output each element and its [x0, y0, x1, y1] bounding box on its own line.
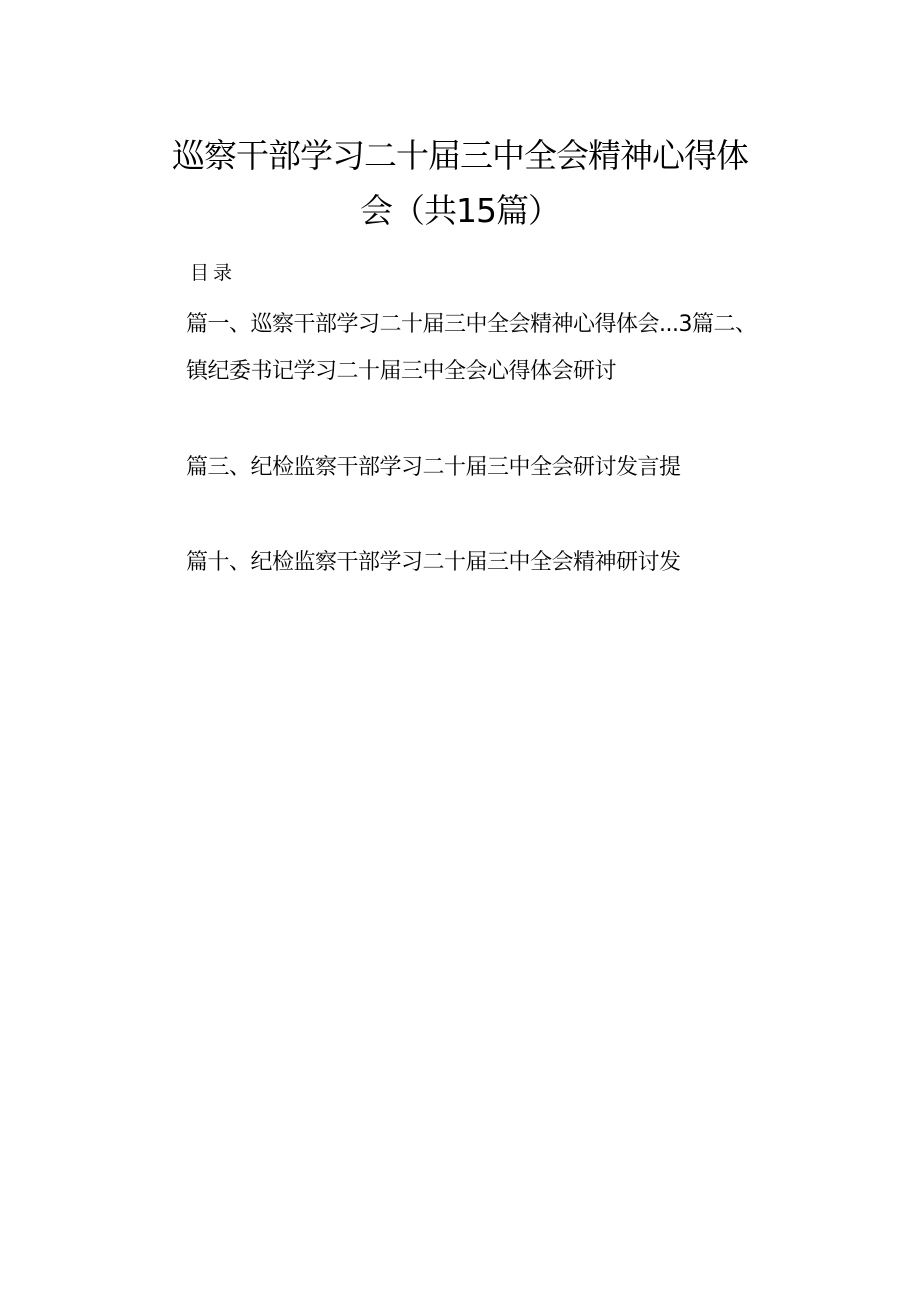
title-line-1: 巡察干部学习二十届三中全会精神心得体 — [172, 136, 748, 175]
toc-heading: 目录 — [190, 262, 237, 284]
toc-entry[interactable]: 篇一、巡察干部学习二十届三中全会精神心得体会...3篇二、 — [186, 312, 757, 337]
toc-entry[interactable]: 篇三、纪检监察干部学习二十届三中全会研讨发言提 — [186, 455, 681, 480]
toc-entry[interactable]: 篇十、纪检监察干部学习二十届三中全会精神研讨发 — [186, 550, 681, 575]
toc-entry[interactable]: 镇纪委书记学习二十届三中全会心得体会研讨 — [186, 359, 617, 384]
document-title — [150, 128, 770, 238]
title-line-2: 会（共15篇） — [360, 191, 560, 230]
